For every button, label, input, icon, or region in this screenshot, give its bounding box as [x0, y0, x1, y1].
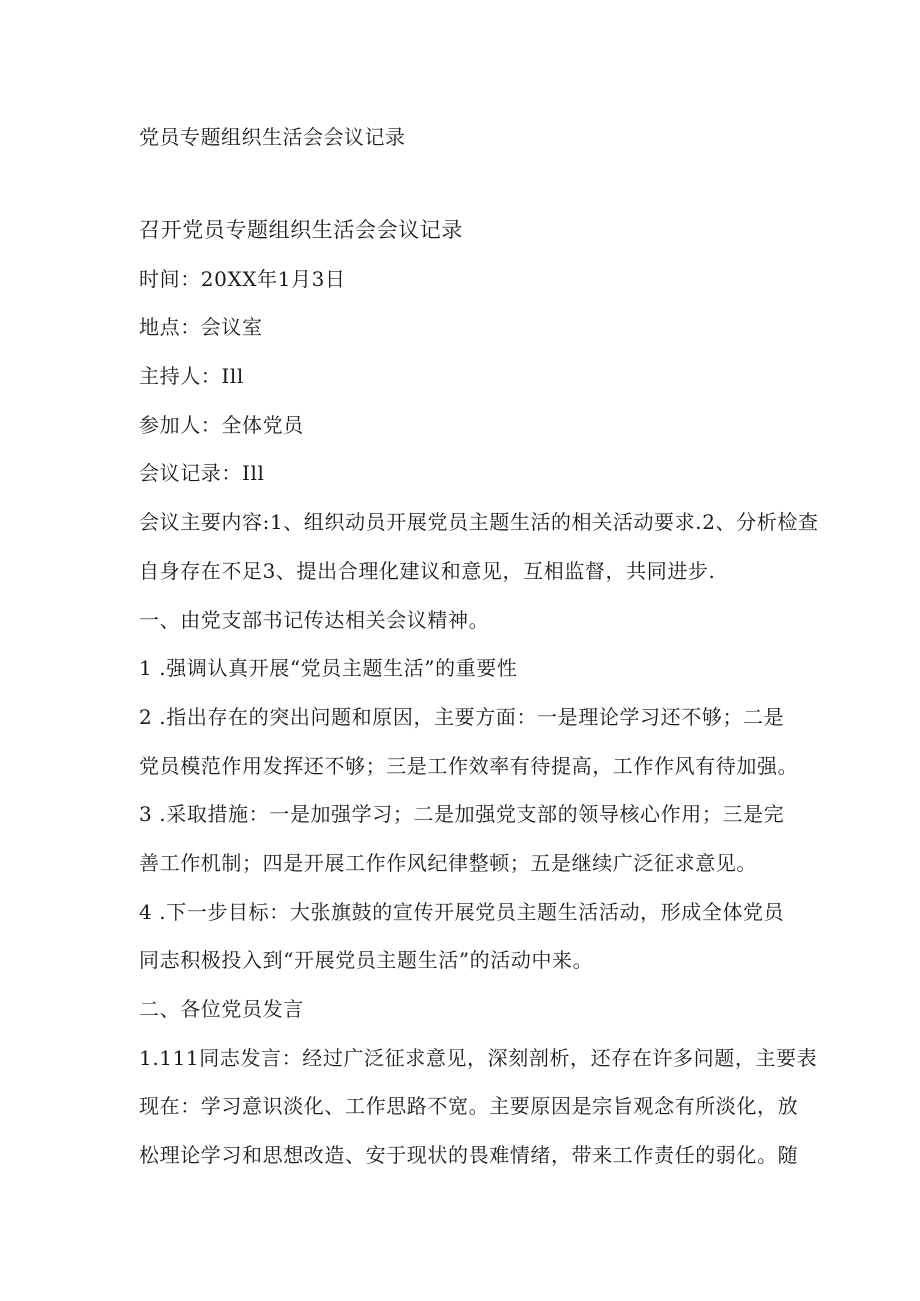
- speech-1-line-2: 现在：学习意识淡化、工作思路不宽。主要原因是宗旨观念有所淡化，放: [139, 1094, 799, 1119]
- section-two-heading: 二、各位党员发言: [139, 997, 304, 1021]
- item-2-line-1: 2 .指出存在的突出问题和原因，主要方面：一是理论学习还不够；二是: [139, 704, 785, 729]
- document-body: [139, 206, 819, 1180]
- item-3-line-1: 3 .采取措施：一是加强学习；二是加强党支部的领导核心作用；三是完: [139, 802, 785, 827]
- item-1: 1 .强调认真开展“党员主题生活”的重要性: [139, 656, 518, 681]
- main-content-line-2: 自身存在不足3、提出合理化建议和意见，互相监督，共同进步.: [139, 558, 716, 583]
- document-title: 党员专题组织生活会会议记录: [139, 125, 406, 149]
- meeting-attendees: 参加人：全体党员: [139, 412, 304, 437]
- meeting-heading: 召开党员专题组织生活会会议记录: [139, 218, 463, 242]
- meeting-location: 地点：会议室: [139, 315, 263, 340]
- item-3-line-2: 善工作机制；四是开展工作作风纪律整顿；五是继续广泛征求意见。: [139, 850, 757, 875]
- item-2-line-2: 党员模范作用发挥还不够；三是工作效率有待提高，工作作风有待加强。: [139, 753, 799, 778]
- meeting-recorder: 会议记录：Ill: [139, 461, 265, 486]
- section-one-heading: 一、由党支部书记传达相关会议精神。: [139, 607, 490, 632]
- meeting-time: 时间：20XX年1月3日: [139, 266, 346, 291]
- item-4-line-1: 4 .下一步目标：大张旗鼓的宣传开展党员主题生活活动，形成全体党员: [139, 899, 785, 924]
- speech-1-line-1: 1.111同志发言：经过广泛征求意见，深刻剖析，还存在许多问题，主要表: [139, 1045, 818, 1070]
- meeting-host: 主持人：Ill: [139, 364, 244, 389]
- speech-1-line-3: 松理论学习和思想改造、安于现状的畏难情绪，带来工作责任的弱化。随: [139, 1143, 799, 1168]
- item-4-line-2: 同志积极投入到“开展党员主题生活”的活动中来。: [139, 948, 594, 973]
- main-content-line-1: 会议主要内容:1、组织动员开展党员主题生活的相关活动要求.2、分析检查: [139, 510, 819, 535]
